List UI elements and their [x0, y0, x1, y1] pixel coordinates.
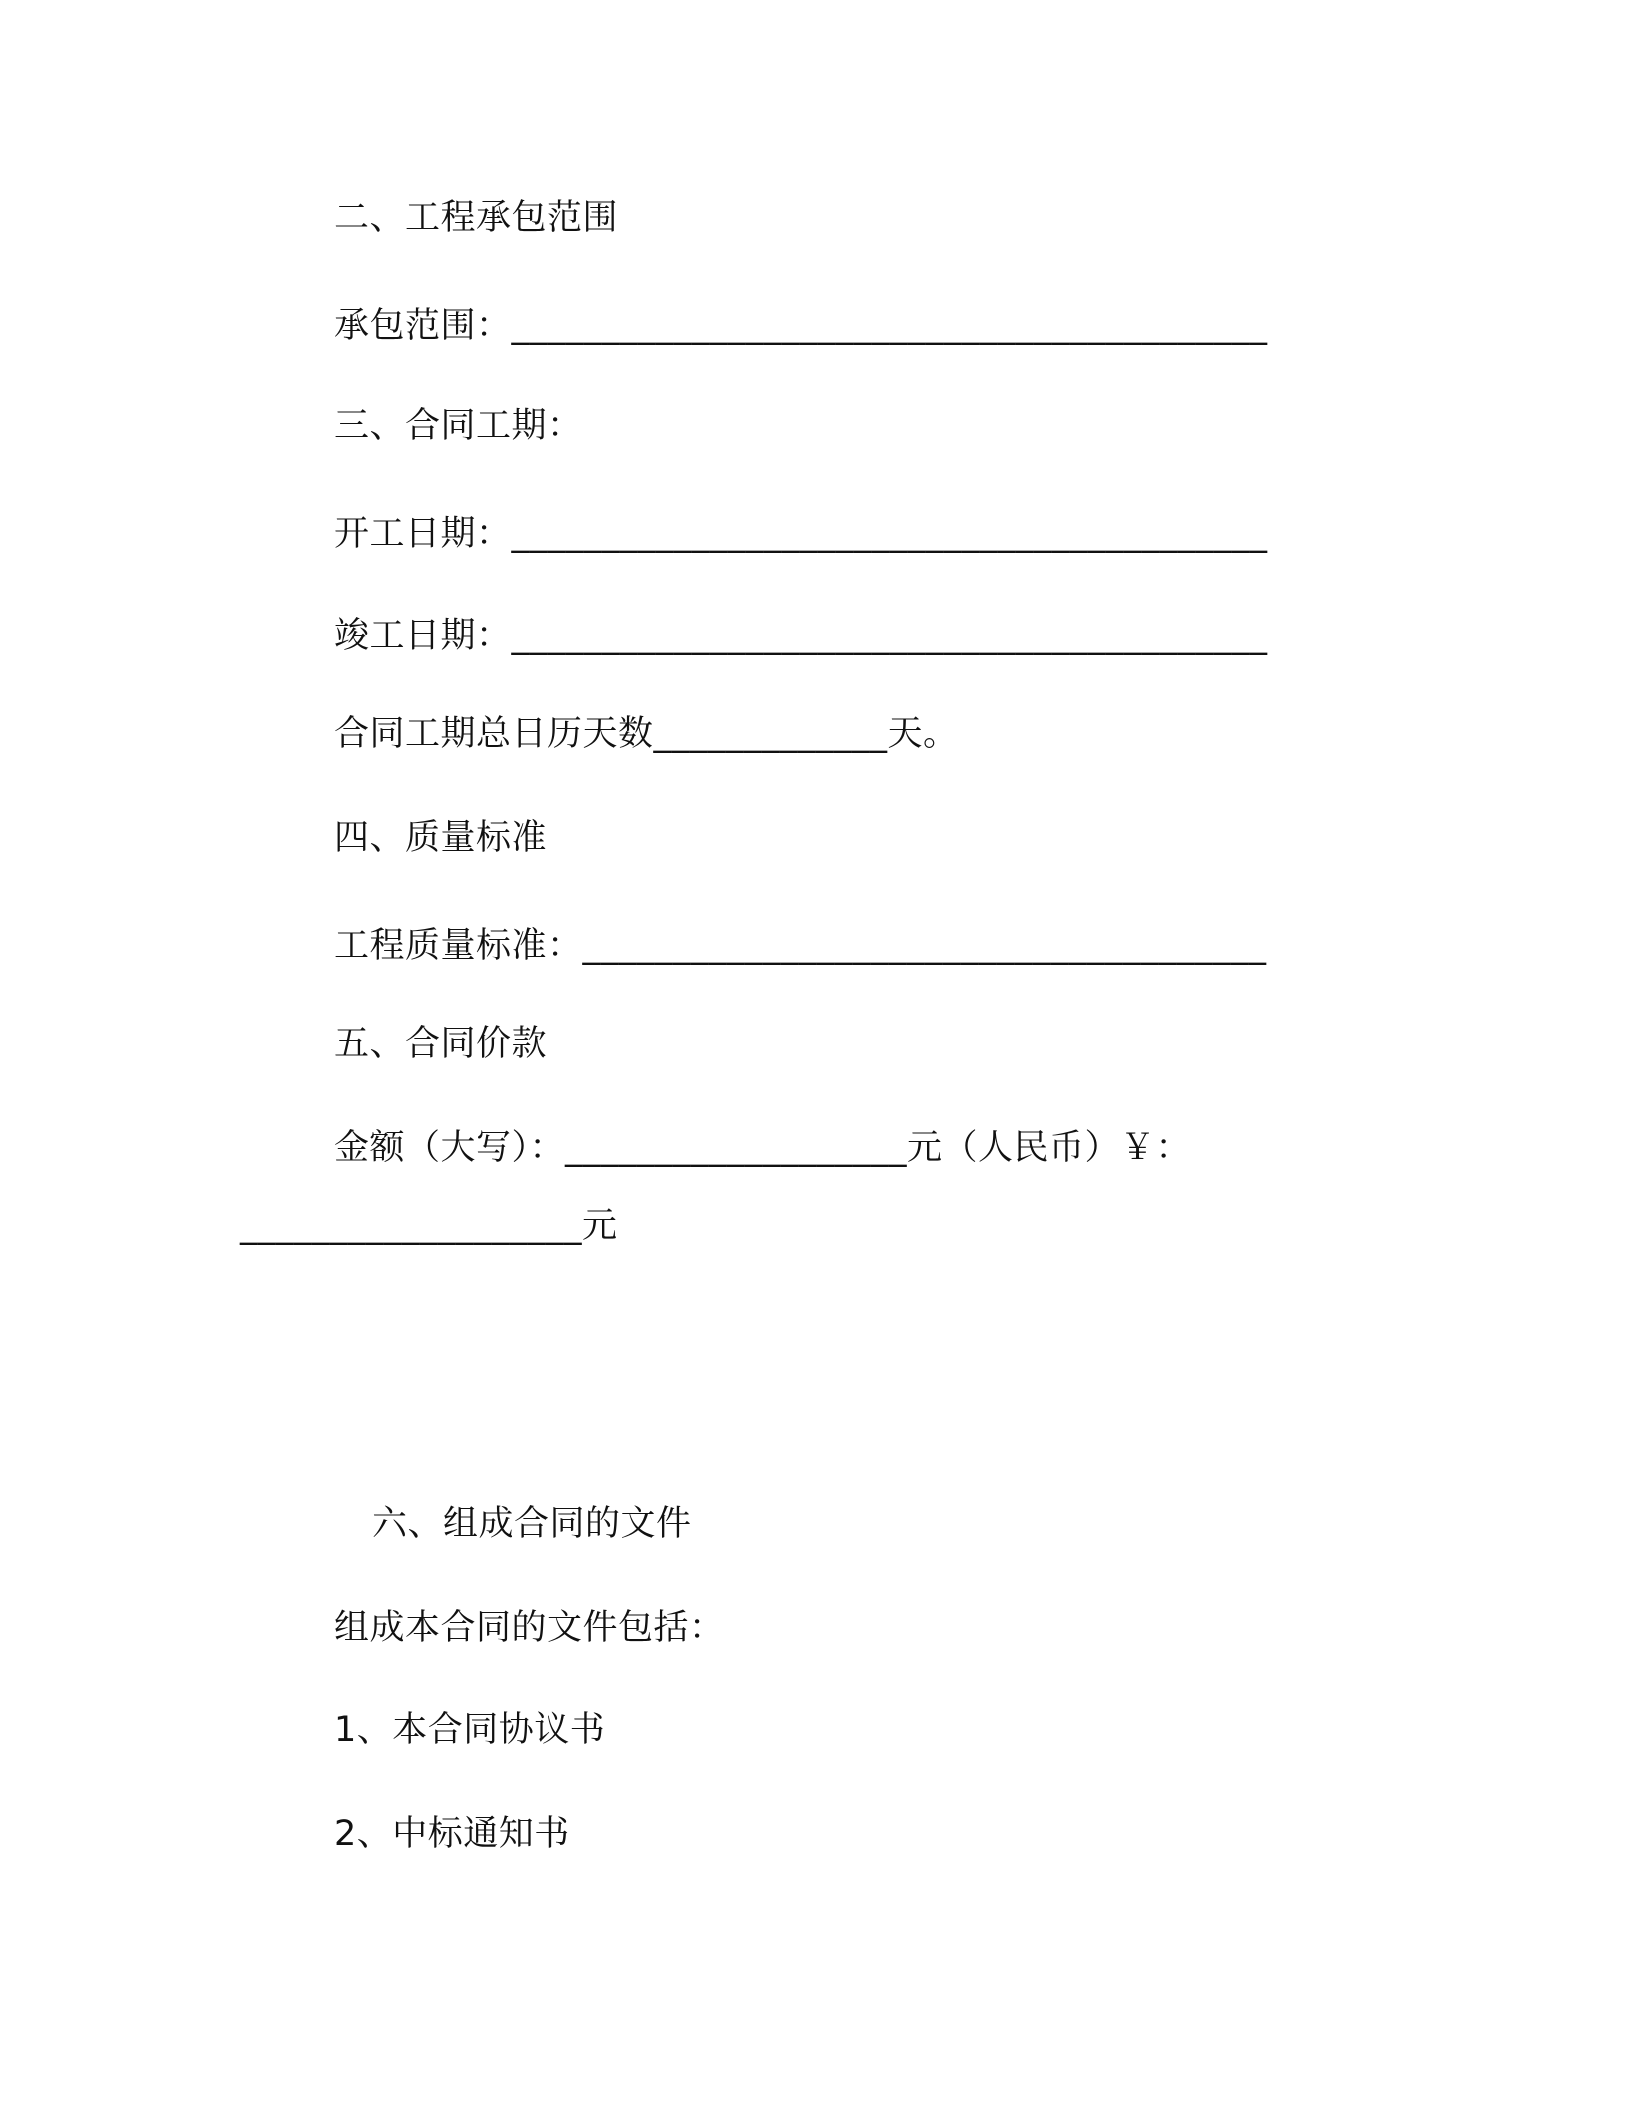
quality-field-line: 工程质量标准：______________________________________ — [334, 926, 1267, 966]
documents-intro: 组成本合同的文件包括： — [334, 1608, 725, 1648]
section-heading-price: 五、合同价款 — [334, 1024, 548, 1064]
section-heading-quality: 四、质量标准 — [334, 818, 548, 858]
scope-field-line: 承包范围：__________________________________________ — [334, 306, 1268, 346]
amount-field-line: 金额（大写）：___________________元（人民币）￥： — [334, 1128, 1192, 1168]
start-date-field-line: 开工日期：__________________________________________ — [334, 514, 1268, 554]
section-heading-scope: 二、工程承包范围 — [334, 198, 619, 238]
documents-list-item: 2、中标通知书 — [334, 1814, 570, 1854]
amount-field-line-continued: ___________________元 — [240, 1206, 618, 1246]
end-date-field-line: 竣工日期：__________________________________________ — [334, 616, 1268, 656]
section-heading-duration: 三、合同工期： — [334, 406, 583, 446]
total-days-field-line: 合同工期总日历天数_____________天。 — [334, 714, 959, 754]
section-heading-documents: 六、组成合同的文件 — [372, 1504, 692, 1544]
documents-list-item: 1、本合同协议书 — [334, 1710, 606, 1750]
